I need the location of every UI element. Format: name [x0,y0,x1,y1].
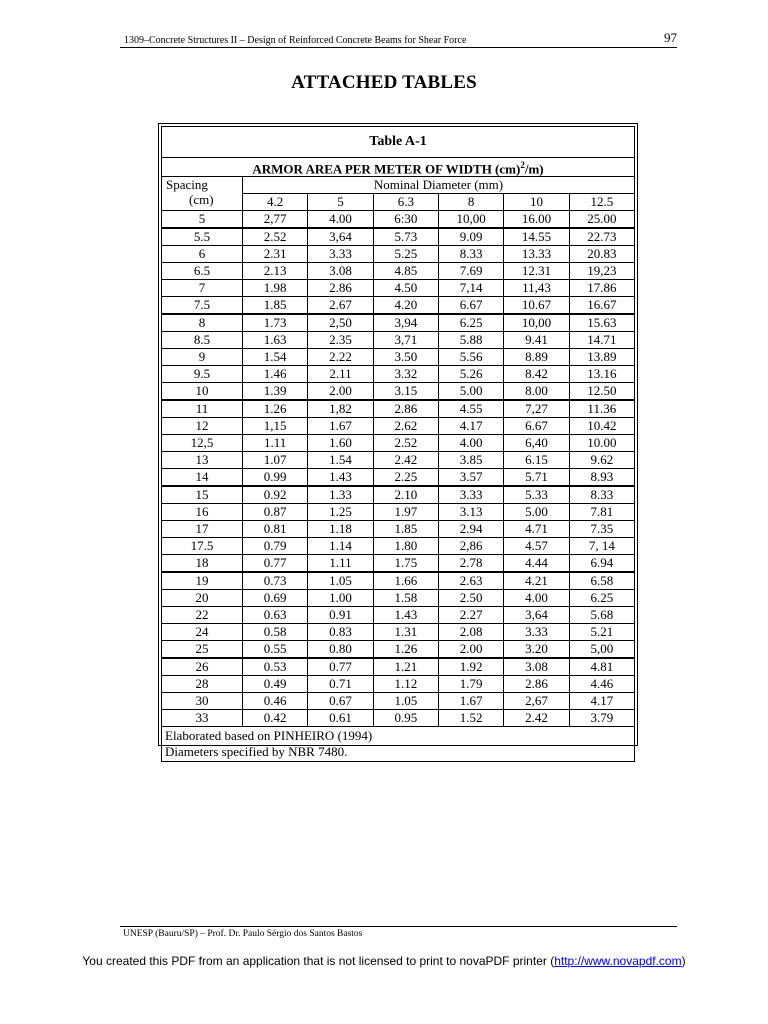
note-standard: Diameters specified by NBR 7480. [165,744,348,760]
area-cell: 1.31 [373,624,438,641]
area-cell: 1.11 [243,435,308,452]
area-cell: 3.13 [438,504,503,521]
table-row [162,332,635,349]
diameter-cell: 8 [438,194,503,211]
spacing-label: Spacing [166,177,208,193]
area-cell: 8.33 [438,246,503,263]
spacing-cell: 33 [162,710,243,727]
diameter-cell: 4.2 [243,194,308,211]
area-cell: 0.61 [308,710,373,727]
table-row [162,572,635,590]
area-cell: 14.55 [504,228,569,246]
area-cell: 7.35 [569,521,634,538]
spacing-cell: 7 [162,280,243,297]
table-row [162,246,635,263]
area-cell: 2.25 [373,469,438,487]
document-title: ATTACHED TABLES [291,72,477,93]
table-notes-row [162,727,635,762]
area-cell: 3.33 [504,624,569,641]
area-cell: 16.67 [569,297,634,315]
area-cell: 4.85 [373,263,438,280]
area-cell: 25.00 [569,211,634,229]
area-cell: 2.50 [438,590,503,607]
spacing-cell: 28 [162,676,243,693]
area-cell: 0.77 [308,658,373,676]
area-cell: 2,77 [243,211,308,229]
table-row [162,504,635,521]
area-cell: 3,71 [373,332,438,349]
area-cell: 2.22 [308,349,373,366]
area-cell: 5.26 [438,366,503,383]
area-cell: 1.43 [373,607,438,624]
area-cell: 1.58 [373,590,438,607]
table-row [162,693,635,710]
area-cell: 1.26 [243,400,308,418]
area-cell: 1.97 [373,504,438,521]
table-row [162,297,635,315]
area-cell: 0.77 [243,555,308,573]
area-cell: 1,15 [243,418,308,435]
area-cell: 1.79 [438,676,503,693]
area-cell: 4.00 [438,435,503,452]
area-cell: 3.79 [569,710,634,727]
area-cell: 3.15 [373,383,438,401]
area-cell: 1.92 [438,658,503,676]
table-a1-frame [158,123,638,760]
area-cell: 6.25 [438,314,503,332]
area-cell: 0.81 [243,521,308,538]
table-row [162,521,635,538]
area-cell: 6.58 [569,572,634,590]
area-cell: 0.67 [308,693,373,710]
area-cell: 5.73 [373,228,438,246]
area-cell: 13.89 [569,349,634,366]
spacing-cell: 25 [162,641,243,659]
spacing-cell: 6.5 [162,263,243,280]
area-cell: 7.69 [438,263,503,280]
spacing-cell: 15 [162,486,243,504]
spacing-cell: 7.5 [162,297,243,315]
spacing-cell: 10 [162,383,243,401]
table-title: Table A-1 [162,127,635,158]
note-source: Elaborated based on PINHEIRO (1994) [165,728,373,744]
table-row [162,314,635,332]
area-cell: 4.21 [504,572,569,590]
page-header [120,30,677,48]
area-cell: 0.49 [243,676,308,693]
notice-close: ) [681,954,686,968]
table-row [162,211,635,229]
area-cell: 1.05 [373,693,438,710]
subtitle-text: ARMOR AREA PER METER OF WIDTH (cm) [252,161,521,177]
area-cell: 1.18 [308,521,373,538]
diameter-cell: 12.5 [569,194,634,211]
novapdf-notice [0,954,768,968]
area-cell: 4.71 [504,521,569,538]
table-row [162,228,635,246]
area-cell: 6.94 [569,555,634,573]
area-cell: 0.53 [243,658,308,676]
area-cell: 8.00 [504,383,569,401]
table-row [162,710,635,727]
area-cell: 12.31 [504,263,569,280]
area-cell: 7, 14 [569,538,634,555]
spacing-cell: 5.5 [162,228,243,246]
area-cell: 8.33 [569,486,634,504]
area-cell: 4.00 [504,590,569,607]
area-cell: 15.63 [569,314,634,332]
diameter-cell: 5 [308,194,373,211]
area-cell: 2.52 [373,435,438,452]
area-cell: 6.15 [504,452,569,469]
area-cell: 3,64 [504,607,569,624]
table-row [162,641,635,659]
spacing-cell: 20 [162,590,243,607]
spacing-cell: 26 [162,658,243,676]
area-cell: 2.27 [438,607,503,624]
area-cell: 2.08 [438,624,503,641]
area-cell: 3.08 [504,658,569,676]
table-row [162,263,635,280]
area-cell: 3.33 [308,246,373,263]
spacing-cell: 17.5 [162,538,243,555]
spacing-cell: 14 [162,469,243,487]
table-notes [162,727,635,762]
area-cell: 5.71 [504,469,569,487]
area-cell: 1.25 [308,504,373,521]
area-cell: 1.05 [308,572,373,590]
diameter-header: Nominal Diameter (mm) [243,177,635,194]
area-cell: 5.25 [373,246,438,263]
area-cell: 10,00 [438,211,503,229]
area-cell: 1.85 [373,521,438,538]
area-cell: 0.73 [243,572,308,590]
area-cell: 2.31 [243,246,308,263]
area-cell: 0.79 [243,538,308,555]
area-cell: 2.42 [504,710,569,727]
table-row [162,486,635,504]
table-row [162,349,635,366]
area-cell: 4.44 [504,555,569,573]
table-row [162,676,635,693]
area-cell: 4.00 [308,211,373,229]
spacing-cell: 9 [162,349,243,366]
table-row [162,469,635,487]
spacing-cell: 11 [162,400,243,418]
spacing-cell: 18 [162,555,243,573]
area-cell: 0.69 [243,590,308,607]
area-cell: 1.07 [243,452,308,469]
area-cell: 2.35 [308,332,373,349]
area-cell: 2.42 [373,452,438,469]
area-cell: 7,27 [504,400,569,418]
area-cell: 2.78 [438,555,503,573]
page-number: 97 [664,30,677,45]
area-cell: 7,14 [438,280,503,297]
area-cell: 1.60 [308,435,373,452]
area-cell: 6.67 [438,297,503,315]
area-cell: 2.86 [504,676,569,693]
area-cell: 2.86 [373,400,438,418]
area-cell: 2.00 [308,383,373,401]
area-cell: 1.80 [373,538,438,555]
area-cell: 0.95 [373,710,438,727]
table-row [162,538,635,555]
spacing-cell: 19 [162,572,243,590]
area-cell: 5,00 [569,641,634,659]
area-cell: 1,82 [308,400,373,418]
novapdf-link[interactable]: http://www.novapdf.com [554,954,682,968]
area-cell: 2.13 [243,263,308,280]
table-row [162,658,635,676]
area-cell: 0.71 [308,676,373,693]
area-cell: 1.14 [308,538,373,555]
area-cell: 1.26 [373,641,438,659]
area-cell: 2.94 [438,521,503,538]
area-cell: 1.73 [243,314,308,332]
spacing-cell: 8.5 [162,332,243,349]
area-cell: 2,67 [504,693,569,710]
area-cell: 16.00 [504,211,569,229]
area-cell: 1.54 [308,452,373,469]
area-cell: 0.80 [308,641,373,659]
spacing-header [162,177,243,211]
area-cell: 1.63 [243,332,308,349]
area-cell: 5.00 [504,504,569,521]
table-row [162,366,635,383]
spacing-cell: 30 [162,693,243,710]
area-cell: 9.62 [569,452,634,469]
area-cell: 9.41 [504,332,569,349]
area-cell: 14.71 [569,332,634,349]
area-cell: 1.39 [243,383,308,401]
area-cell: 3.85 [438,452,503,469]
spacing-cell: 12,5 [162,435,243,452]
area-cell: 0.87 [243,504,308,521]
spacing-unit: (cm) [189,192,214,208]
area-cell: 4.50 [373,280,438,297]
area-cell: 6.25 [569,590,634,607]
area-cell: 8.42 [504,366,569,383]
spacing-cell: 13 [162,452,243,469]
area-cell: 13.33 [504,246,569,263]
area-cell: 2.62 [373,418,438,435]
area-cell: 1.12 [373,676,438,693]
spacing-cell: 24 [162,624,243,641]
area-cell: 10.00 [569,435,634,452]
area-cell: 2.00 [438,641,503,659]
area-cell: 3.33 [438,486,503,504]
spacing-cell: 8 [162,314,243,332]
area-cell: 4.46 [569,676,634,693]
area-cell: 3.32 [373,366,438,383]
area-cell: 2.10 [373,486,438,504]
spacing-cell: 17 [162,521,243,538]
area-cell: 2.11 [308,366,373,383]
table-subtitle [162,158,635,177]
table-row [162,624,635,641]
course-title: 1309–Concrete Structures II – Design of Reinforced Concrete Beams for Shear Force [124,35,467,46]
area-cell: 2.52 [243,228,308,246]
spacing-cell: 12 [162,418,243,435]
area-cell: 19,23 [569,263,634,280]
area-cell: 10,00 [504,314,569,332]
area-cell: 0.83 [308,624,373,641]
area-cell: 10.42 [569,418,634,435]
area-cell: 0.91 [308,607,373,624]
area-cell: 1.67 [438,693,503,710]
area-cell: 6.67 [504,418,569,435]
area-cell: 2.67 [308,297,373,315]
area-cell: 3.08 [308,263,373,280]
area-cell: 8.89 [504,349,569,366]
table-row [162,400,635,418]
area-cell: 1.00 [308,590,373,607]
area-cell: 3,64 [308,228,373,246]
area-cell: 3.20 [504,641,569,659]
table-row [162,280,635,297]
area-cell: 5.21 [569,624,634,641]
area-cell: 5.33 [504,486,569,504]
area-cell: 0.46 [243,693,308,710]
table-row [162,607,635,624]
area-cell: 13.16 [569,366,634,383]
area-cell: 5.00 [438,383,503,401]
area-cell: 1.46 [243,366,308,383]
area-cell: 0.55 [243,641,308,659]
area-cell: 1.52 [438,710,503,727]
area-cell: 5.88 [438,332,503,349]
table-row [162,383,635,401]
table-row [162,590,635,607]
notice-text: You created this PDF from an application that is not licensed to print to novaPDF printer ( [82,954,555,968]
area-cell: 4.81 [569,658,634,676]
spacing-cell: 9.5 [162,366,243,383]
area-cell: 3.50 [373,349,438,366]
area-cell: 4.57 [504,538,569,555]
page-footer: UNESP (Bauru/SP) – Prof. Dr. Paulo Sérgio dos Santos Bastos [120,926,677,939]
area-cell: 1.85 [243,297,308,315]
area-cell: 2,50 [308,314,373,332]
table-row [162,452,635,469]
area-cell: 1.43 [308,469,373,487]
area-cell: 8.93 [569,469,634,487]
area-cell: 7.81 [569,504,634,521]
spacing-cell: 22 [162,607,243,624]
area-cell: 1.66 [373,572,438,590]
area-cell: 6,40 [504,435,569,452]
table-row [162,555,635,573]
spacing-cell: 5 [162,211,243,229]
table-row [162,418,635,435]
area-cell: 1.11 [308,555,373,573]
diameter-cell: 10 [504,194,569,211]
area-cell: 11.36 [569,400,634,418]
area-cell: 4.17 [438,418,503,435]
area-cell: 10.67 [504,297,569,315]
area-cell: 1.67 [308,418,373,435]
area-cell: 1.54 [243,349,308,366]
area-cell: 0.58 [243,624,308,641]
area-cell: 2.86 [308,280,373,297]
area-cell: 0.92 [243,486,308,504]
area-cell: 20.83 [569,246,634,263]
area-cell: 1.98 [243,280,308,297]
area-cell: 4.17 [569,693,634,710]
area-cell: 5.56 [438,349,503,366]
area-cell: 3,94 [373,314,438,332]
area-cell: 17.86 [569,280,634,297]
area-cell: 5.68 [569,607,634,624]
area-cell: 1.33 [308,486,373,504]
area-cell: 2.63 [438,572,503,590]
area-cell: 1.21 [373,658,438,676]
area-cell: 0.99 [243,469,308,487]
subtitle-tail: /m) [524,161,544,177]
diameter-cell: 6.3 [373,194,438,211]
area-cell: 4.20 [373,297,438,315]
area-cell: 4.55 [438,400,503,418]
area-cell: 6:30 [373,211,438,229]
armor-area-table [161,126,635,762]
area-cell: 3.57 [438,469,503,487]
area-cell: 0.42 [243,710,308,727]
area-cell: 11,43 [504,280,569,297]
area-cell: 22.73 [569,228,634,246]
area-cell: 1.75 [373,555,438,573]
area-cell: 9.09 [438,228,503,246]
area-cell: 2,86 [438,538,503,555]
table-row [162,435,635,452]
subtitle-superscript: 2 [520,160,525,170]
spacing-cell: 6 [162,246,243,263]
spacing-cell: 16 [162,504,243,521]
area-cell: 0.63 [243,607,308,624]
area-cell: 12.50 [569,383,634,401]
